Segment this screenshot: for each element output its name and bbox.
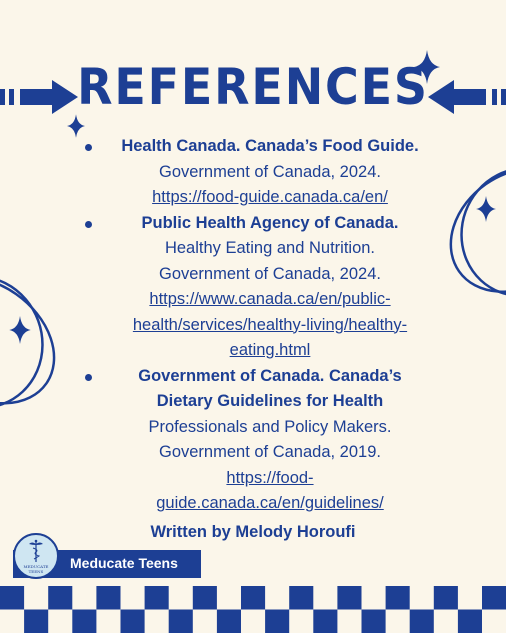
checker-square bbox=[169, 610, 193, 633]
reference-link[interactable]: https://food-guide.canada.ca/en/ bbox=[152, 188, 388, 206]
reference-source: Healthy Eating and Nutrition. bbox=[164, 239, 376, 257]
reference-source: Government of Canada, 2024. bbox=[159, 264, 381, 283]
logo-text: MEDUCATE bbox=[23, 564, 49, 569]
reference-author: Public Health Agency of Canada. bbox=[141, 213, 399, 232]
checker-square bbox=[313, 610, 337, 633]
checkerboard-footer bbox=[0, 586, 506, 633]
checker-square bbox=[193, 586, 217, 610]
checker-square bbox=[458, 610, 482, 633]
author-credit: Written by Melody Horoufi bbox=[150, 523, 356, 541]
list-item bbox=[80, 364, 460, 517]
brand-logo bbox=[13, 533, 59, 579]
checker-square bbox=[434, 586, 458, 610]
checker-square bbox=[482, 586, 506, 610]
reference-link[interactable]: guide.canada.ca/en/guidelines/ bbox=[156, 494, 384, 512]
reference-author: Government of Canada. Canada’s bbox=[138, 366, 402, 385]
reference-source: Government of Canada, 2019. bbox=[159, 443, 381, 461]
checker-square bbox=[217, 610, 241, 633]
reference-link[interactable]: health/services/healthy-living/healthy- bbox=[132, 315, 408, 334]
checker-square bbox=[145, 586, 169, 610]
checker-square bbox=[241, 586, 265, 610]
reference-link[interactable]: eating.html bbox=[229, 341, 311, 359]
checker-square bbox=[265, 610, 289, 633]
checker-square bbox=[362, 610, 386, 633]
reference-source: Professionals and Policy Makers. bbox=[148, 417, 392, 436]
checker-square bbox=[289, 586, 313, 610]
checker-square bbox=[386, 586, 410, 610]
page-title: REFERENCES bbox=[77, 58, 429, 116]
logo-text: TEENS bbox=[28, 569, 44, 574]
checker-square bbox=[410, 610, 434, 633]
reference-link[interactable]: https://www.canada.ca/en/public- bbox=[149, 290, 391, 308]
reference-list bbox=[80, 134, 460, 517]
list-item bbox=[80, 134, 460, 211]
checker-square bbox=[121, 610, 145, 633]
orbit-decoration bbox=[0, 262, 72, 422]
brand-label: Meducate Teens bbox=[70, 555, 178, 571]
list-item bbox=[80, 211, 460, 364]
checker-square bbox=[96, 586, 120, 610]
checker-square bbox=[0, 586, 24, 610]
checker-square bbox=[72, 610, 96, 633]
reference-author: Health Canada. Canada’s Food Guide. bbox=[121, 137, 419, 155]
reference-author: Dietary Guidelines for Health bbox=[156, 392, 384, 410]
reference-link[interactable]: https://food- bbox=[226, 468, 314, 487]
checker-square bbox=[48, 586, 72, 610]
checker-square bbox=[24, 610, 48, 633]
caduceus-icon bbox=[28, 539, 44, 563]
checker-square bbox=[337, 586, 361, 610]
reference-source: Government of Canada, 2024. bbox=[159, 162, 381, 181]
